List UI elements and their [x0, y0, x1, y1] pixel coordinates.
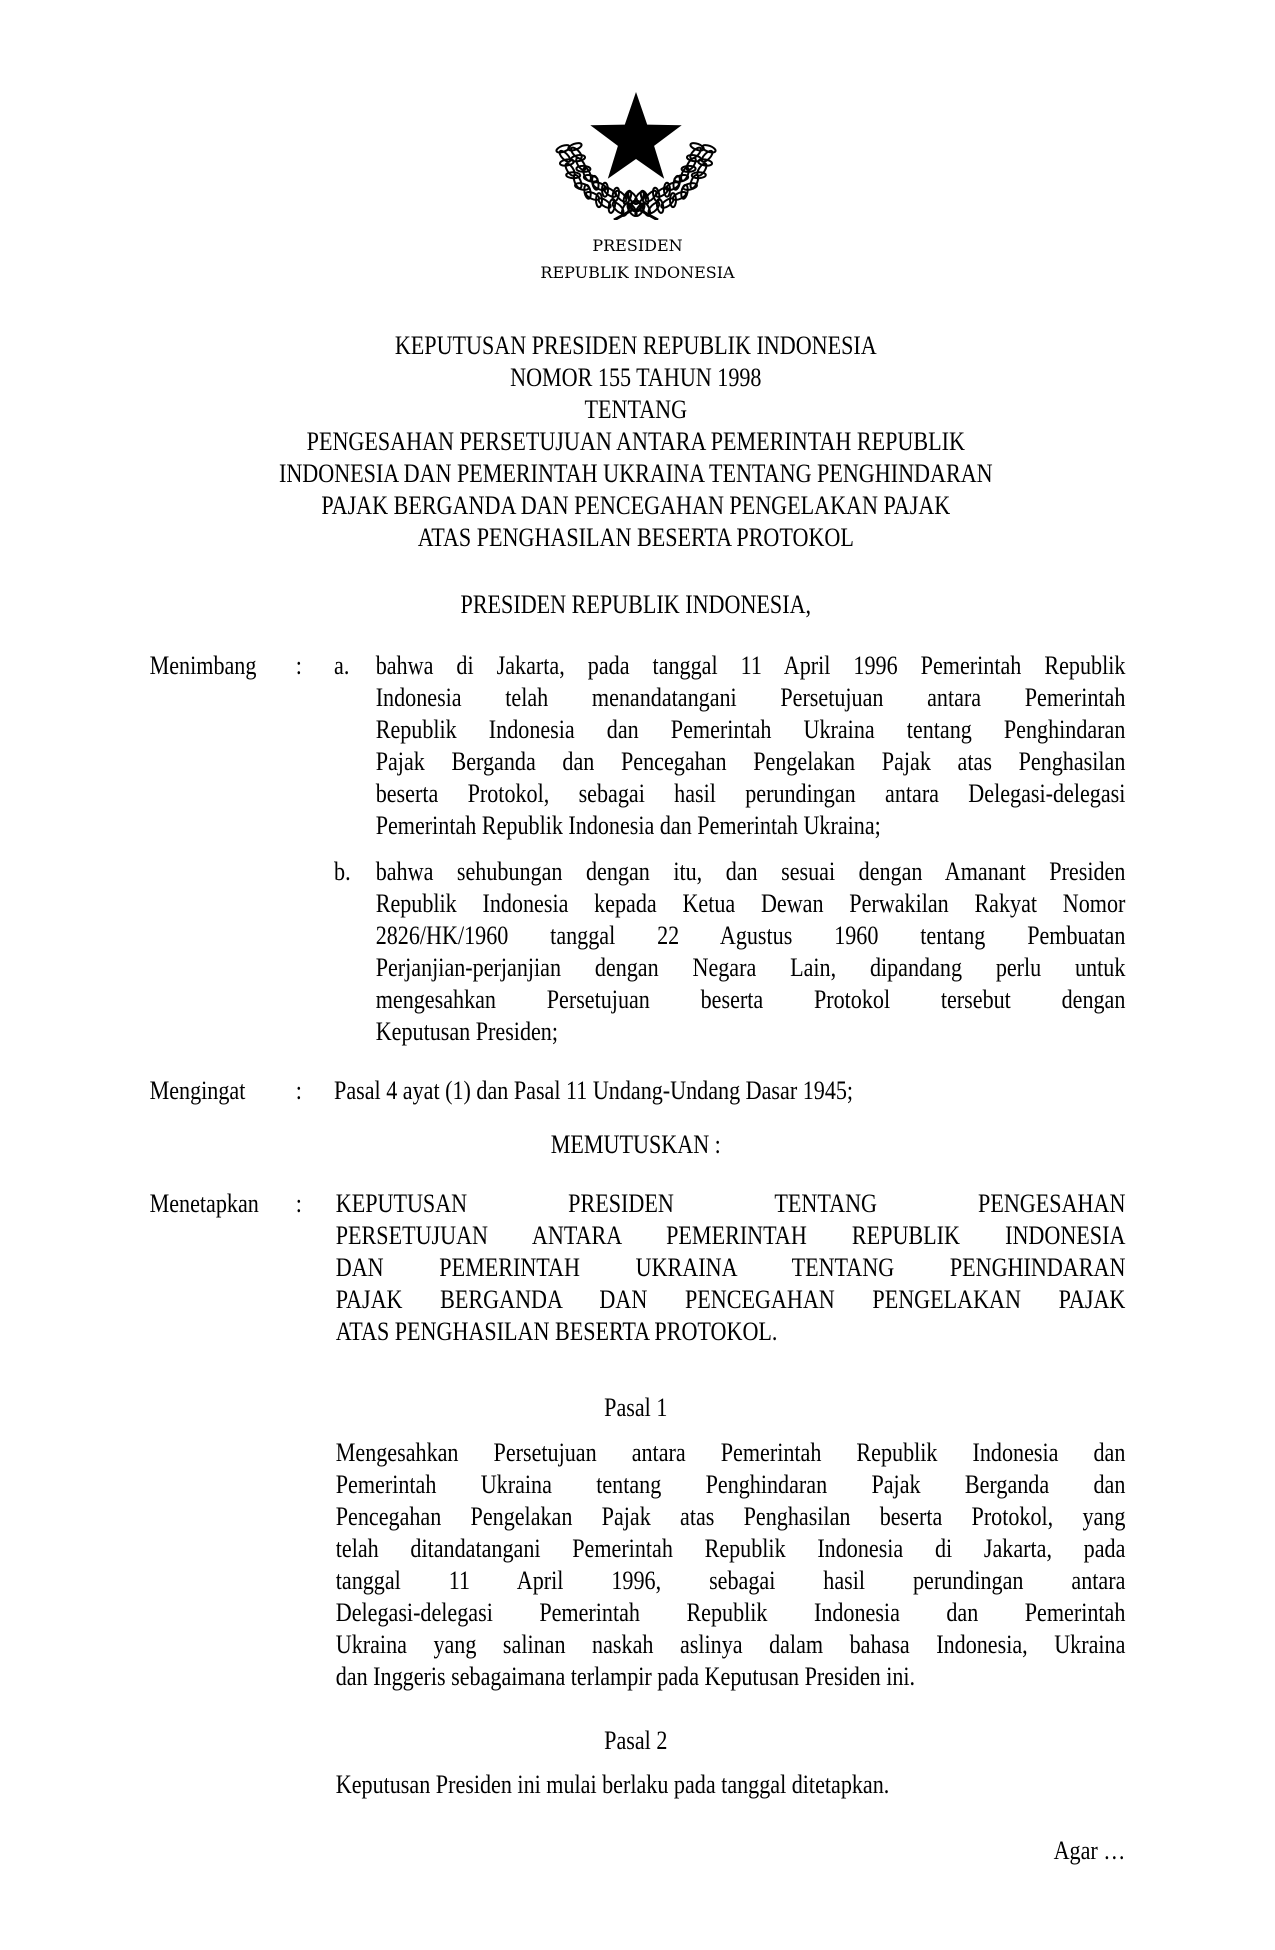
text-line: Delegasi-delegasi Pemerintah Republik Indonesia dan Pemerintah	[335, 1598, 1126, 1627]
text-line: KEPUTUSAN PRESIDEN TENTANG PENGESAHAN	[335, 1189, 1126, 1218]
menetapkan-colon: :	[295, 1189, 302, 1218]
text-line: Pencegahan Pengelakan Pajak atas Penghasilan beserta Protokol, yang	[335, 1502, 1126, 1531]
pasal-1-text	[336, 1437, 1126, 1693]
title-line: INDONESIA DAN PEMERINTAH UKRAINA TENTANG PENGHINDARAN	[278, 459, 993, 488]
text-line: PAJAK BERGANDA DAN PENCEGAHAN PENGELAKAN PAJAK	[335, 1285, 1126, 1314]
text-line: Republik Indonesia kepada Ketua Dewan Perwakilan Rakyat Nomor	[375, 889, 1126, 918]
text-line: Pajak Berganda dan Pencegahan Pengelakan Pajak atas Penghasilan	[375, 747, 1126, 776]
text-line: bahwa sehubungan dengan itu, dan sesuai dengan Amanant Presiden	[375, 857, 1126, 886]
menimbang-colon: :	[295, 651, 302, 680]
text-line: dan Inggeris sebagaimana terlampir pada Keputusan Presiden ini.	[335, 1662, 916, 1691]
pasal-1-heading: Pasal 1	[604, 1393, 668, 1422]
text-line: tanggal 11 April 1996, sebagai hasil perundingan antara	[335, 1566, 1126, 1595]
text-line: beserta Protokol, sebagai hasil perundingan antara Delegasi-delegasi	[375, 779, 1126, 808]
item-marker: b.	[334, 857, 351, 886]
preamble: PRESIDEN REPUBLIK INDONESIA,	[460, 590, 812, 619]
letterhead-line-2: REPUBLIK INDONESIA	[540, 263, 735, 282]
text-line: mengesahkan Persetujuan beserta Protokol tersebut dengan	[375, 985, 1126, 1014]
title-line: ATAS PENGHASILAN BESERTA PROTOKOL	[417, 523, 854, 552]
text-line: Mengesahkan Persetujuan antara Pemerintah Republik Indonesia dan	[335, 1438, 1126, 1467]
text-line: 2826/HK/1960 tanggal 22 Agustus 1960 tentang Pembuatan	[375, 921, 1126, 950]
text-line: Ukraina yang salinan naskah aslinya dalam bahasa Indonesia, Ukraina	[335, 1630, 1126, 1659]
letterhead-line-1: PRESIDEN	[592, 236, 683, 255]
menetapkan-text	[336, 1188, 1126, 1348]
text-line: telah ditandatangani Pemerintah Republik Indonesia di Jakarta, pada	[335, 1534, 1126, 1563]
text-line: PERSETUJUAN ANTARA PEMERINTAH REPUBLIK INDONESIA	[335, 1221, 1126, 1250]
continuation-marker: Agar …	[1053, 1836, 1126, 1865]
item-text	[376, 650, 1126, 842]
pasal-2-heading: Pasal 2	[604, 1726, 668, 1755]
text-line: Pemerintah Ukraina tentang Penghindaran Pajak Berganda dan	[335, 1470, 1126, 1499]
text-line: Indonesia telah menandatangani Persetujuan antara Pemerintah	[375, 683, 1126, 712]
text-line: Pemerintah Republik Indonesia dan Pemerintah Ukraina;	[375, 811, 881, 840]
text-line: Perjanjian-perjanjian dengan Negara Lain, dipandang perlu untuk	[375, 953, 1126, 982]
text-line: Keputusan Presiden;	[375, 1017, 558, 1046]
item-text	[376, 856, 1126, 1048]
mengingat-label: Mengingat	[149, 1076, 246, 1105]
pasal-2-text: Keputusan Presiden ini mulai berlaku pada tanggal ditetapkan.	[335, 1770, 890, 1799]
menetapkan-label: Menetapkan	[149, 1189, 259, 1218]
title-line: NOMOR 155 TAHUN 1998	[510, 363, 762, 392]
menimbang-label: Menimbang	[149, 651, 257, 680]
title-line: PENGESAHAN PERSETUJUAN ANTARA PEMERINTAH REPUBLIK	[306, 427, 965, 456]
text-line: bahwa di Jakarta, pada tanggal 11 April 1996 Pemerintah Republik	[375, 651, 1126, 680]
text-line: DAN PEMERINTAH UKRAINA TENTANG PENGHINDARAN	[335, 1253, 1126, 1282]
item-marker: a.	[334, 651, 350, 680]
memutuskan-heading: MEMUTUSKAN :	[550, 1130, 721, 1159]
text-line: ATAS PENGHASILAN BESERTA PROTOKOL.	[335, 1317, 778, 1346]
mengingat-text: Pasal 4 ayat (1) dan Pasal 11 Undang-Undang Dasar 1945;	[334, 1076, 854, 1105]
title-line: KEPUTUSAN PRESIDEN REPUBLIK INDONESIA	[394, 331, 877, 360]
text-line: Republik Indonesia dan Pemerintah Ukraina tentang Penghindaran	[375, 715, 1126, 744]
title-line: TENTANG	[584, 395, 688, 424]
title-line: PAJAK BERGANDA DAN PENCEGAHAN PENGELAKAN PAJAK	[321, 491, 951, 520]
decree-title	[0, 330, 1272, 554]
mengingat-colon: :	[295, 1076, 302, 1105]
